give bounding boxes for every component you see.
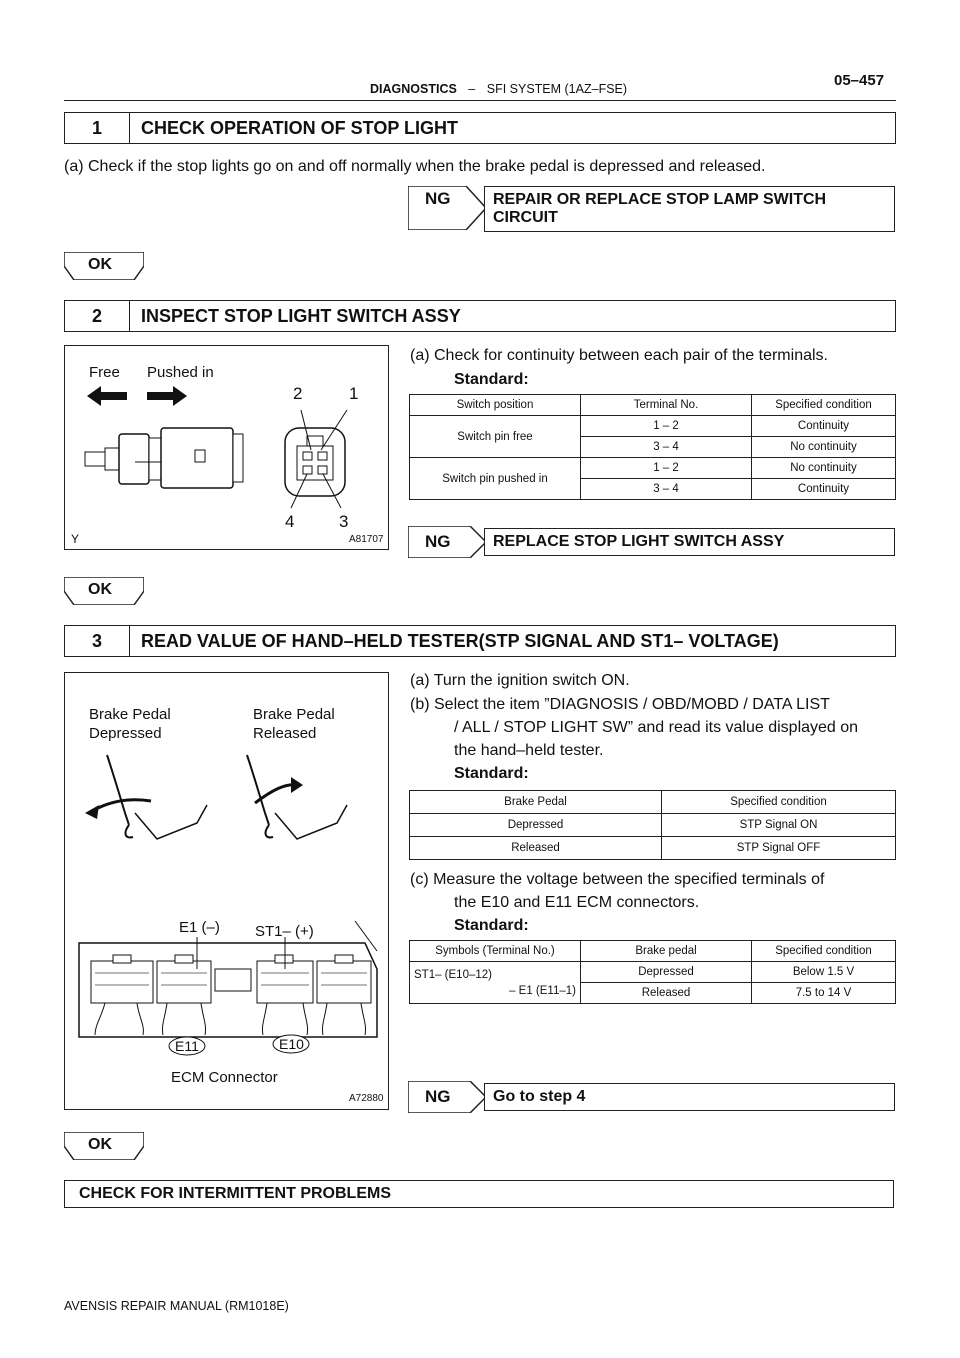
table-row bbox=[410, 458, 896, 479]
step-number: 3 bbox=[65, 626, 130, 656]
free-arrow-icon bbox=[87, 386, 127, 406]
depressed-label-1: Brake Pedal bbox=[89, 706, 171, 723]
ng-label: NG bbox=[425, 532, 451, 551]
step-3-a: (a) Turn the ignition switch ON. bbox=[410, 672, 630, 689]
table-cell: 3 – 4 bbox=[581, 437, 752, 458]
table-cell: Released bbox=[410, 837, 662, 860]
table-cell: STP Signal ON bbox=[662, 814, 896, 837]
col-header: Brake Pedal bbox=[410, 791, 662, 814]
ng-action-box bbox=[484, 186, 895, 232]
ng-label: NG bbox=[425, 189, 451, 208]
table-cell: No continuity bbox=[752, 458, 896, 479]
table-header-row bbox=[410, 941, 896, 962]
final-action-box: CHECK FOR INTERMITTENT PROBLEMS bbox=[64, 1180, 894, 1208]
switch-figure bbox=[64, 345, 389, 550]
released-label-2: Released bbox=[253, 725, 317, 742]
corner-mark: Y bbox=[71, 532, 80, 546]
page-number: 05–457 bbox=[834, 72, 885, 89]
table-cell: 1 – 2 bbox=[581, 458, 752, 479]
step-3-b-line-1: (b) Select the item ”DIAGNOSIS / OBD/MOBD / DATA LIST bbox=[410, 696, 830, 713]
table-cell: 3 – 4 bbox=[581, 479, 752, 500]
step-3-c-line-2: the E10 and E11 ECM connectors. bbox=[454, 894, 700, 911]
released-caption bbox=[253, 705, 335, 743]
header-dash: – bbox=[468, 82, 476, 96]
step-2-header bbox=[64, 300, 896, 332]
table-cell: Switch pin pushed in bbox=[410, 458, 581, 500]
table-row bbox=[410, 814, 896, 837]
standard-label: Standard: bbox=[454, 371, 529, 388]
pin-3-label: 3 bbox=[339, 512, 349, 531]
released-label-1: Brake Pedal bbox=[253, 706, 335, 723]
table-cell: Continuity bbox=[752, 479, 896, 500]
col-header: Symbols (Terminal No.) bbox=[410, 941, 581, 962]
continuity-table bbox=[409, 394, 896, 500]
table-cell: Continuity bbox=[752, 416, 896, 437]
table-header-row bbox=[410, 395, 896, 416]
step-3-b-line-2: / ALL / STOP LIGHT SW” and read its value displayed on bbox=[454, 719, 859, 736]
voltage-table bbox=[409, 940, 896, 1004]
col-header: Specified condition bbox=[752, 941, 896, 962]
table-header-row bbox=[410, 791, 896, 814]
pushed-arrow-icon bbox=[147, 386, 187, 406]
step-2-instruction: (a) Check for continuity between each pair of the terminals. bbox=[410, 347, 828, 364]
step-1-header bbox=[64, 112, 896, 144]
header-rule bbox=[64, 100, 896, 101]
col-header: Specified condition bbox=[752, 395, 896, 416]
step-3-c-line-1: (c) Measure the voltage between the specified terminals of bbox=[410, 871, 825, 888]
table-cell: Depressed bbox=[581, 962, 752, 983]
col-header: Switch position bbox=[410, 395, 581, 416]
table-row bbox=[410, 837, 896, 860]
step-1-instruction: (a) Check if the stop lights go on and off normally when the brake pedal is depressed and released. bbox=[64, 158, 766, 175]
table-cell bbox=[410, 962, 581, 1004]
ng-action-box: REPLACE STOP LIGHT SWITCH ASSY bbox=[484, 528, 895, 556]
step-number: 1 bbox=[65, 113, 130, 143]
connector-label: ECM Connector bbox=[171, 1069, 278, 1086]
pedal-connector-figure bbox=[64, 672, 389, 1110]
col-header: Specified condition bbox=[662, 791, 896, 814]
ng-action-line-1: REPAIR OR REPLACE STOP LAMP SWITCH bbox=[493, 191, 827, 208]
step-number: 2 bbox=[65, 301, 130, 331]
ng-action-box: Go to step 4 bbox=[484, 1083, 895, 1111]
ok-label: OK bbox=[88, 1136, 112, 1153]
col-header: Terminal No. bbox=[581, 395, 752, 416]
ng-label: NG bbox=[425, 1087, 451, 1106]
table-row bbox=[410, 416, 896, 437]
pushed-label: Pushed in bbox=[147, 364, 214, 381]
table-cell: 7.5 to 14 V bbox=[752, 983, 896, 1004]
step-3-b-line-3: the hand–held tester. bbox=[454, 742, 604, 759]
stp-signal-table bbox=[409, 790, 896, 860]
ok-label: OK bbox=[88, 256, 112, 273]
standard-label: Standard: bbox=[454, 917, 529, 934]
table-cell: No continuity bbox=[752, 437, 896, 458]
step-title: INSPECT STOP LIGHT SWITCH ASSY bbox=[141, 305, 461, 326]
table-cell: Depressed bbox=[410, 814, 662, 837]
depressed-caption bbox=[89, 705, 171, 743]
ok-label: OK bbox=[88, 581, 112, 598]
table-cell: Released bbox=[581, 983, 752, 1004]
step-3-header bbox=[64, 625, 896, 657]
e1-label: E1 (–) bbox=[179, 919, 220, 936]
table-cell: STP Signal OFF bbox=[662, 837, 896, 860]
depressed-label-2: Depressed bbox=[89, 725, 162, 742]
running-header bbox=[370, 82, 627, 96]
symbol-line-1: ST1– (E10–12) bbox=[414, 968, 492, 981]
e10-label: E10 bbox=[279, 1036, 304, 1052]
st1-label: ST1– (+) bbox=[255, 923, 314, 940]
step-title: CHECK OPERATION OF STOP LIGHT bbox=[141, 117, 459, 138]
standard-label: Standard: bbox=[454, 765, 529, 782]
table-cell: 1 – 2 bbox=[581, 416, 752, 437]
figure-code: A81707 bbox=[349, 534, 384, 545]
header-section: DIAGNOSTICS bbox=[370, 82, 457, 96]
pin-2-label: 2 bbox=[293, 384, 303, 403]
header-system: SFI SYSTEM (1AZ–FSE) bbox=[486, 82, 628, 96]
step-title: READ VALUE OF HAND–HELD TESTER(STP SIGNAL AND ST1– VOLTAGE) bbox=[141, 630, 779, 651]
figure-code: A72880 bbox=[349, 1093, 384, 1104]
e11-label: E11 bbox=[175, 1038, 199, 1054]
footer: AVENSIS REPAIR MANUAL (RM1018E) bbox=[64, 1299, 289, 1313]
col-header: Brake pedal bbox=[581, 941, 752, 962]
pin-4-label: 4 bbox=[285, 512, 295, 531]
table-row bbox=[410, 962, 896, 983]
table-cell: Switch pin free bbox=[410, 416, 581, 458]
ng-action-line-2: CIRCUIT bbox=[493, 209, 558, 226]
symbol-line-2: – E1 (E11–1) bbox=[509, 984, 576, 997]
release-arrow-icon bbox=[255, 785, 297, 803]
table-cell: Below 1.5 V bbox=[752, 962, 896, 983]
free-label: Free bbox=[89, 364, 120, 381]
pin-1-label: 1 bbox=[349, 384, 359, 403]
